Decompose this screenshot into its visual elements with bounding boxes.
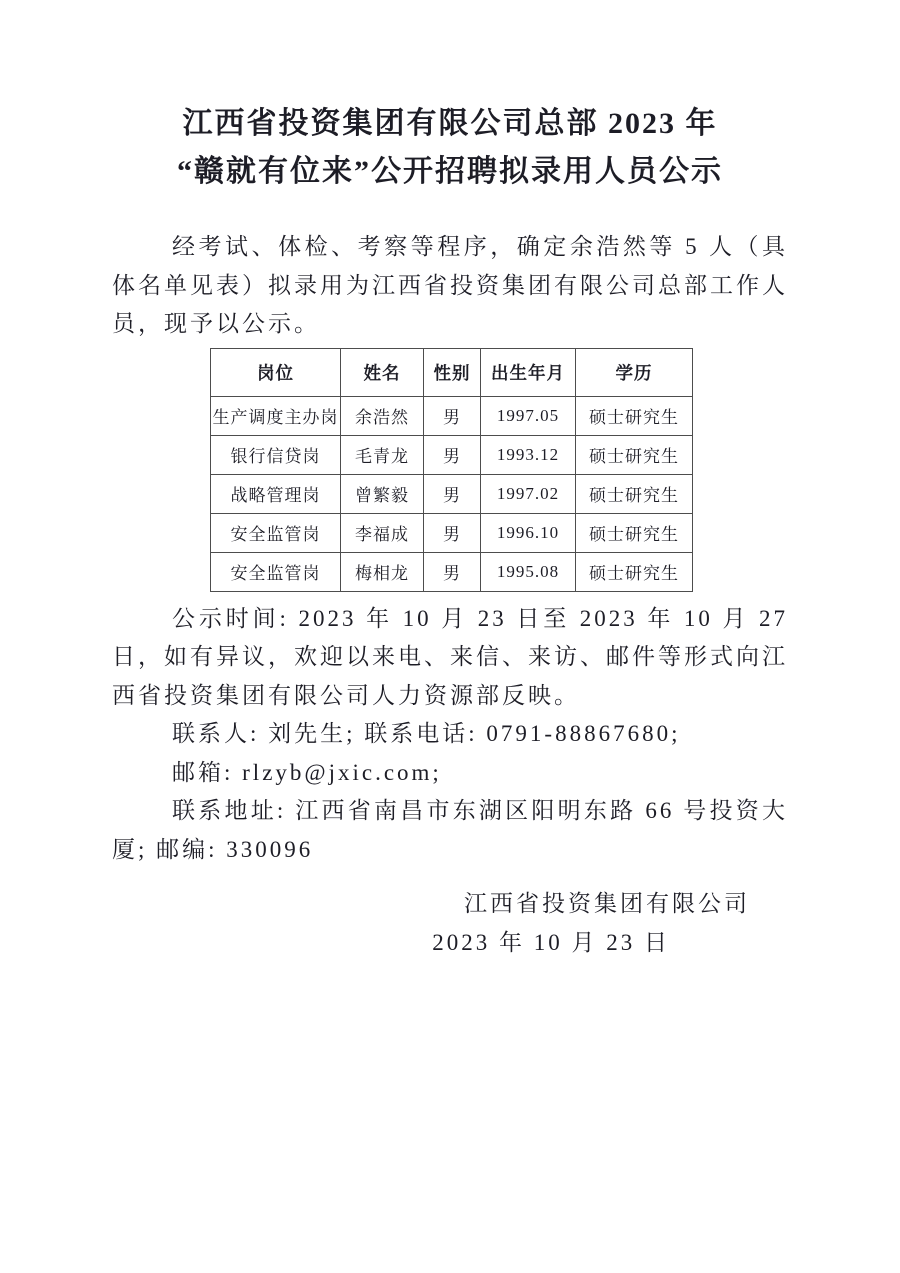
cell-name: 毛青龙 bbox=[341, 435, 424, 474]
cell-position: 安全监管岗 bbox=[211, 552, 341, 591]
table-header-row bbox=[211, 348, 693, 396]
cell-birthdate: 1996.10 bbox=[481, 513, 576, 552]
cell-gender: 男 bbox=[424, 474, 481, 513]
cell-gender: 男 bbox=[424, 435, 481, 474]
title-line-2: “赣就有位来”公开招聘拟录用人员公示 bbox=[177, 155, 723, 188]
cell-education: 硕士研究生 bbox=[576, 435, 693, 474]
cell-gender: 男 bbox=[424, 396, 481, 435]
contact-email-line: 邮箱: rlzyb@jxic.com; bbox=[172, 759, 442, 785]
title-line-1: 江西省投资集团有限公司总部 2023 年 bbox=[182, 107, 718, 140]
table-row bbox=[211, 474, 693, 513]
cell-education: 硕士研究生 bbox=[576, 513, 693, 552]
column-header-name: 姓名 bbox=[341, 348, 424, 396]
cell-education: 硕士研究生 bbox=[576, 552, 693, 591]
column-header-birthdate: 出生年月 bbox=[481, 348, 576, 396]
column-header-gender: 性别 bbox=[424, 348, 481, 396]
cell-gender: 男 bbox=[424, 552, 481, 591]
signature-organization: 江西省投资集团有限公司 bbox=[464, 891, 750, 916]
table-row bbox=[211, 513, 693, 552]
cell-position: 安全监管岗 bbox=[211, 513, 341, 552]
column-header-position: 岗位 bbox=[211, 348, 341, 396]
cell-gender: 男 bbox=[424, 513, 481, 552]
notice-paragraph: 公示时间: 2023 年 10 月 23 日至 2023 年 10 月 27 日，如有异议，欢迎以来电、来信、来访、邮件等形式向江西省投资集团有限公司人力资源部反映。 bbox=[112, 605, 788, 708]
cell-birthdate: 1995.08 bbox=[481, 552, 576, 591]
cell-education: 硕士研究生 bbox=[576, 474, 693, 513]
cell-birthdate: 1997.05 bbox=[481, 396, 576, 435]
table-row bbox=[211, 552, 693, 591]
table-row bbox=[211, 435, 693, 474]
column-header-education: 学历 bbox=[576, 348, 693, 396]
document-title bbox=[112, 100, 788, 196]
cell-position: 生产调度主办岗 bbox=[211, 396, 341, 435]
contact-address-line: 联系地址: 江西省南昌市东湖区阳明东路 66 号投资大厦; 邮编: 330096 bbox=[112, 798, 788, 862]
signature-date: 2023 年 10 月 23 日 bbox=[432, 929, 670, 955]
signature-block bbox=[112, 885, 788, 962]
cell-position: 战略管理岗 bbox=[211, 474, 341, 513]
intro-paragraph: 经考试、体检、考察等程序，确定余浩然等 5 人（具体名单见表）拟录用为江西省投资集团有限公司总部工作人员，现予以公示。 bbox=[112, 234, 788, 336]
cell-name: 梅相龙 bbox=[341, 552, 424, 591]
cell-name: 李福成 bbox=[341, 513, 424, 552]
cell-birthdate: 1997.02 bbox=[481, 474, 576, 513]
cell-position: 银行信贷岗 bbox=[211, 435, 341, 474]
cell-birthdate: 1993.12 bbox=[481, 435, 576, 474]
table-row bbox=[211, 396, 693, 435]
cell-education: 硕士研究生 bbox=[576, 396, 693, 435]
candidate-table bbox=[210, 348, 693, 592]
cell-name: 余浩然 bbox=[341, 396, 424, 435]
contact-person-line: 联系人: 刘先生; 联系电话: 0791-88867680; bbox=[172, 721, 681, 746]
cell-name: 曾繁毅 bbox=[341, 474, 424, 513]
